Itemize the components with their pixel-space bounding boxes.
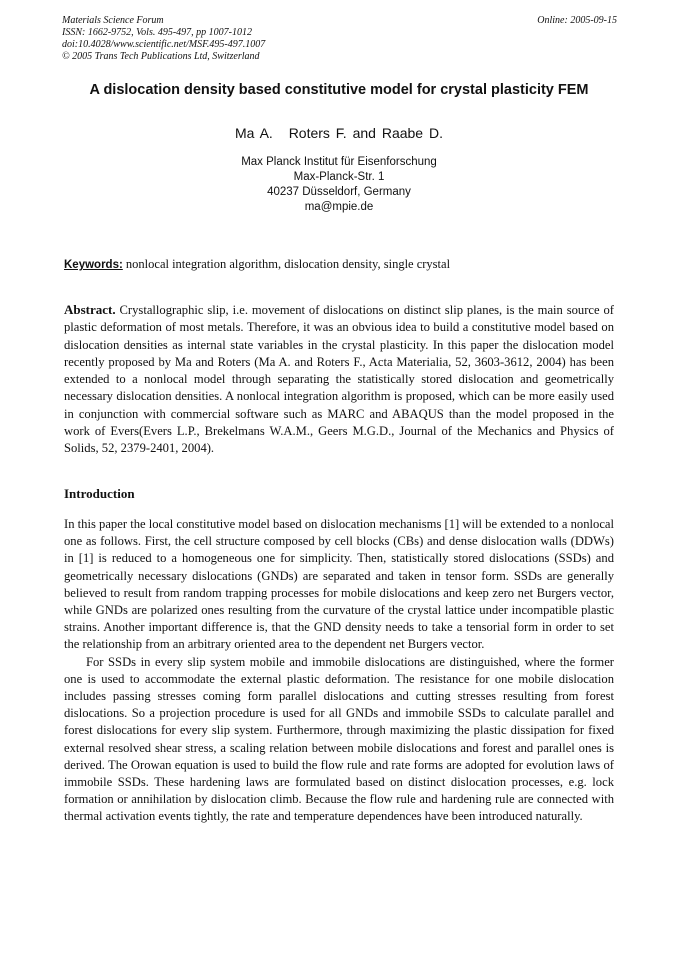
- doi-line: doi:10.4028/www.scientific.net/MSF.495-497.1007: [62, 39, 266, 50]
- issn-line: ISSN: 1662-9752, Vols. 495-497, pp 1007-1012: [62, 27, 252, 38]
- affiliation-institute: Max Planck Institut für Eisenforschung: [241, 156, 437, 168]
- introduction-body: [64, 516, 614, 826]
- author-list: [0, 125, 678, 141]
- abstract: [64, 301, 614, 458]
- journal-header: [62, 15, 617, 63]
- intro-paragraph-1: In this paper the local constitutive model based on dislocation mechanisms [1] will be extended to a nonlocal one as follows. First, the cell structure composed by cell blocks (CBs) and dense dislocation walls (DDWs) in [1] is reduced to a homogeneous one for simplicity. Then, statistically stored dislocations (SSDs) and geometrically necessary dislocations (GNDs) are separated and taken in tensor form. SSDs are generally believed to result from random trapping processes for mobile dislocations and keep zero net Burgers vector, while GNDs are polarized ones resulting from the curvature of the crystal lattice under incompatible plastic strains. Another important difference is, that the GND density needs to take a tensorial form in order to set the relationship from an arbitrary oriented area to the dependent net Burgers vector.: [64, 517, 614, 652]
- journal-info: [62, 15, 617, 63]
- affiliation: [0, 155, 678, 215]
- keywords: [64, 257, 624, 272]
- intro-paragraph-2: For SSDs in every slip system mobile and immobile dislocations are distinguished, where the former one is used to accommodate the external plastic deformation. The resistance for one mobile dislocation includes passing stresses coming form parallel dislocations and cutting stresses resulting from forest dislocations. So a projection procedure is used for all GNDs and immobile SSDs to calculate parallel and forest dislocations for every slip system. Furthermore, through maximizing the plastic dissipation for fixed external resolved shear stress, a scaling relation between mobile dislocations and forest and parallel ones is derived. The Orowan equation is used to build the flow rule and rate forms are adopted for evolution laws of immobile SSDs. These hardening laws are formulated based on distinct dislocation processes, e.g. lock formation or annihilation by dislocation climb. Because the flow rule and hardening rule are connected with thermal activation events tightly, the rate and temperature dependences have been introduced naturally.: [64, 654, 614, 824]
- author-2: Roters F. and Raabe D.: [288, 125, 443, 141]
- affiliation-street: Max-Planck-Str. 1: [293, 171, 385, 183]
- abstract-text: Crystallographic slip, i.e. movement of dislocations on distinct slip planes, is the main source of plastic deformation of most metals. Therefore, it was an obvious idea to build a constitutive model based on dislocation densities as internal state variables in the crystal plasticity. In this paper the dislocation model recently proposed by Ma and Roters (Ma A. and Roters F., Acta Materialia, 52, 3603-3612, 2004) has been extended to a nonlocal model through separating the statistically stored dislocation and geometrically necessary dislocation densities. A nonlocal integration algorithm is proposed, which can be more easily used in conjunction with commercial software such as MARC and ABAQUS than the model proposed in the work of Evers(Evers L.P., Brekelmans W.A.M., Geers M.G.D., Journal of the Mechanics and Physics of Solids, 52, 2379-2401, 2004).: [64, 303, 614, 456]
- abstract-label: Abstract.: [64, 302, 116, 317]
- section-heading-introduction: Introduction: [64, 486, 135, 501]
- paper-title: A dislocation density based constitutive model for crystal plasticity FEM: [89, 82, 589, 98]
- online-date: Online: 2005-09-15: [537, 15, 617, 26]
- journal-name: Materials Science Forum: [62, 15, 164, 26]
- affiliation-city: 40237 Düsseldorf, Germany: [267, 186, 411, 198]
- author-email: ma@mpie.de: [304, 201, 374, 213]
- copyright-line: © 2005 Trans Tech Publications Ltd, Switzerland: [62, 51, 260, 62]
- keywords-label: Keywords:: [64, 259, 123, 271]
- keywords-text: nonlocal integration algorithm, dislocation density, single crystal: [125, 257, 451, 271]
- author-1: Ma A.: [235, 125, 273, 141]
